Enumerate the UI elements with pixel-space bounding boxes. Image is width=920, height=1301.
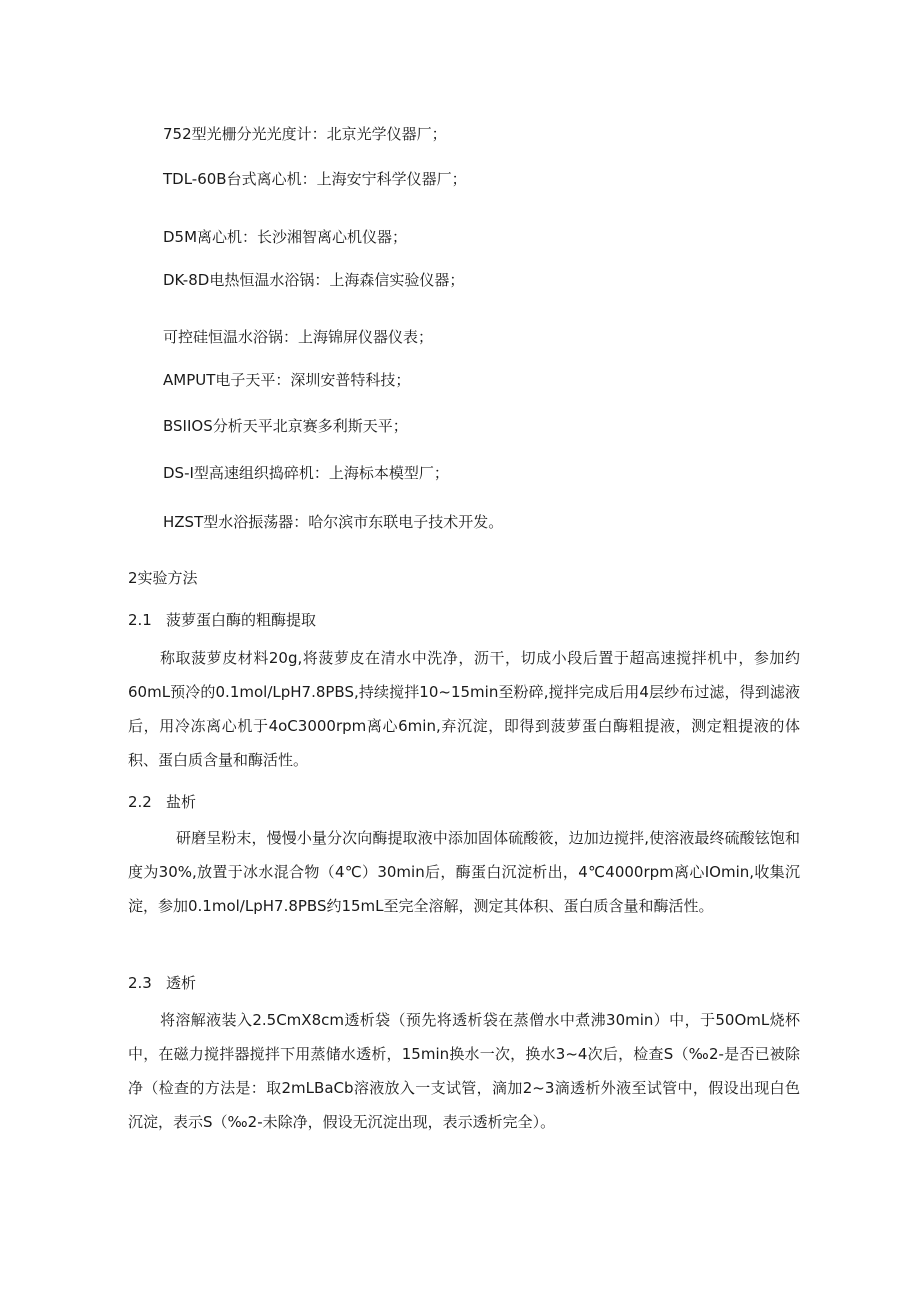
equipment-item-spectrophotometer: 752型光栅分光光度计：北京光学仪器厂； bbox=[163, 125, 447, 143]
paragraph-dialysis: 将溶解液装入2.5CmX8cm透析袋（预先将透析袋在蒸僧水中煮沸30min）中，于50OmL烧杯中，在磁力搅拌器搅拌下用蒸储水透析，15min换水一次，换水3~4次后，检查S（‰2-是否已被除净（检查的方法是：取2mLBaCb溶液放入一支试管，滴加2~3滴透析外液至试管中，假设出现白色沉淀，表示S（‰2-未除净，假设无沉淀出现，表示透析完全）。 bbox=[128, 1011, 800, 1131]
subsection-number: 2.3 bbox=[128, 974, 152, 992]
subsection-number: 2.2 bbox=[128, 793, 152, 811]
subsection-title: 盐析 bbox=[166, 793, 197, 811]
subsection-heading-2-3 bbox=[128, 973, 196, 993]
equipment-item-electronic-balance: AMPUT电子天平：深圳安普特科技； bbox=[163, 371, 411, 389]
subsection-title: 菠萝蛋白酶的粗酶提取 bbox=[166, 611, 317, 629]
equipment-item-tissue-homogenizer: DS-I型高速组织捣碎机：上海标本模型厂； bbox=[163, 464, 449, 482]
equipment-item-water-bath-shaker: HZST型水浴振荡器：哈尔滨市东联电子技术开发。 bbox=[163, 513, 504, 531]
subsection-title: 透析 bbox=[166, 974, 197, 992]
subsection-number: 2.1 bbox=[128, 611, 152, 629]
paragraph-salting-out: 研磨呈粉末，慢慢小量分次向酶提取液中添加固体硫酸筱，边加边搅拌,使溶液最终硫酸铉饱和度为30%,放置于冰水混合物（4℃）30min后，酶蛋白沉淀析出，4℃4000rpm离心IOmin,收集沉淀，参加0.1mol∕LpH7.8PBS约15mL至完全溶解，测定其体积、蛋白质含量和酶活性。 bbox=[128, 829, 800, 915]
equipment-item-centrifuge: D5M离心机：长沙湘智离心机仪器； bbox=[163, 228, 408, 246]
equipment-item-thyristor-water-bath: 可控硅恒温水浴锅：上海锦屏仪器仪表； bbox=[163, 328, 434, 346]
subsection-heading-2-2 bbox=[128, 792, 196, 812]
equipment-item-analytical-balance: BSIIOS分析天平北京赛多利斯天平； bbox=[163, 417, 408, 435]
section-title-methods: 2实验方法 bbox=[128, 569, 198, 587]
equipment-item-benchtop-centrifuge: TDL-60B台式离心机：上海安宁科学仪器厂； bbox=[163, 170, 467, 188]
paragraph-crude-extraction: 称取菠萝皮材料20g,将菠萝皮在清水中洗净，沥干，切成小段后置于超高速搅拌机中，参加约60mL预冷的0.1mol∕LpH7.8PBS,持续搅拌10~15min至粉碎,搅拌完成后用4层纱布过滤，得到滤液后，用冷冻离心机于4oC3000rpm离心6min,弃沉淀，即得到菠萝蛋白酶粗提液，测定粗提液的体积、蛋白质含量和酶活性。 bbox=[128, 649, 800, 769]
subsection-heading-2-1 bbox=[128, 610, 316, 630]
equipment-item-electric-water-bath: DK-8D电热恒温水浴锅：上海森信实验仪器； bbox=[163, 271, 465, 289]
